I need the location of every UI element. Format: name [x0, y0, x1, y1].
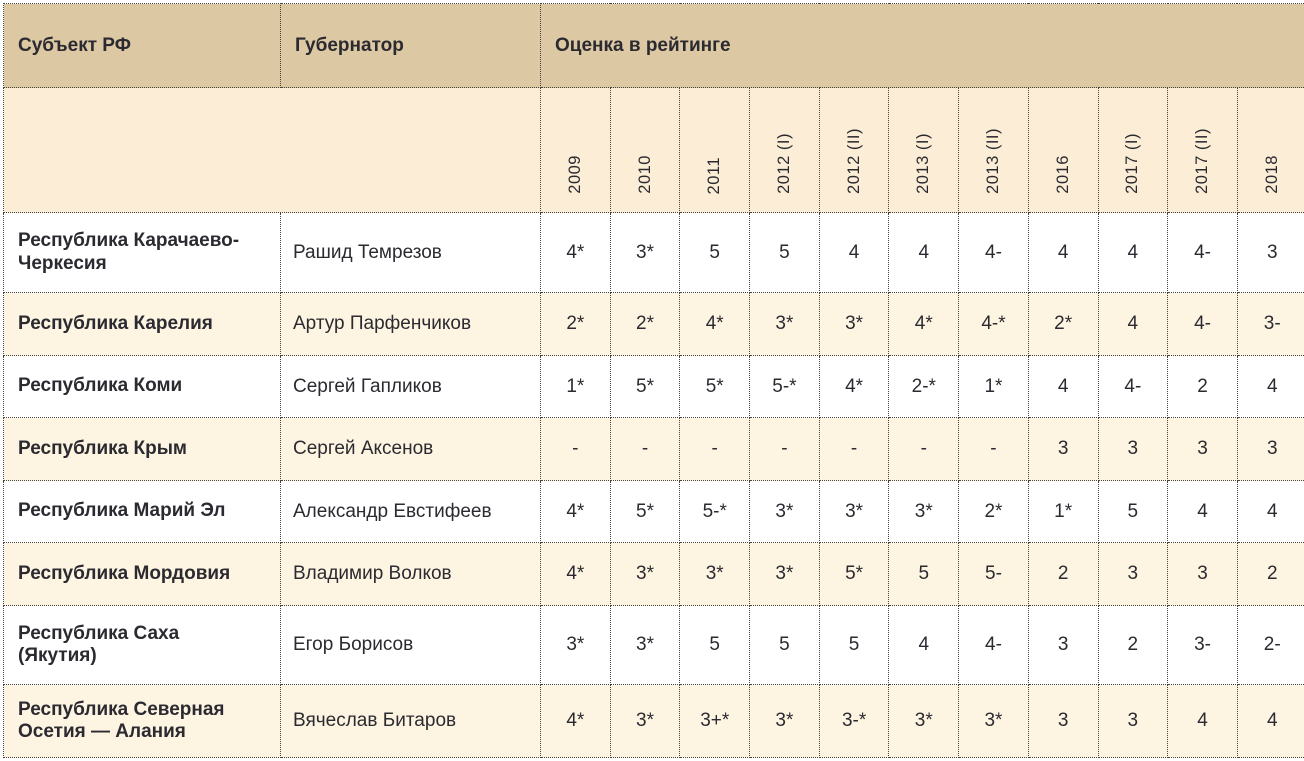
- subject-cell: [4, 606, 281, 685]
- year-header-cell: [1028, 88, 1098, 213]
- rating-cell: 5*: [610, 356, 680, 418]
- year-label: 2012 (II): [844, 128, 863, 194]
- rating-cell: 3: [1168, 543, 1238, 606]
- rating-cell: 4*: [680, 293, 750, 356]
- year-label: 2009: [565, 155, 584, 194]
- rating-cell: 4-: [1168, 293, 1238, 356]
- rating-cell: 3*: [750, 543, 820, 606]
- rating-cell: 4-: [1168, 213, 1238, 293]
- governor-cell: Сергей Гапликов: [281, 356, 541, 418]
- rating-cell: 4: [819, 213, 889, 293]
- rating-cell: 4*: [889, 293, 959, 356]
- table-row: [4, 356, 1304, 418]
- rating-cell: 3*: [680, 543, 750, 606]
- rating-cell: 3*: [541, 606, 611, 685]
- rating-cell: 5: [680, 213, 750, 293]
- table-row: [4, 418, 1304, 481]
- rating-cell: 2: [1168, 356, 1238, 418]
- rating-cell: 1*: [959, 356, 1029, 418]
- rating-cell: 5: [680, 606, 750, 685]
- rating-cell: 4*: [541, 543, 611, 606]
- year-header-cell: [1098, 88, 1168, 213]
- rating-cell: 3*: [889, 685, 959, 758]
- rating-cell: 3-: [1237, 293, 1304, 356]
- rating-cell: 2*: [541, 293, 611, 356]
- rating-cell: 5-: [959, 543, 1029, 606]
- table-row: [4, 606, 1304, 685]
- rating-cell: 2: [1237, 543, 1304, 606]
- subject-name: Республика Северная Осетия — Алания: [18, 698, 225, 742]
- governor-ratings-table: [3, 3, 1304, 758]
- rating-cell: -: [959, 418, 1029, 481]
- year-header-cell: [750, 88, 820, 213]
- rating-cell: -: [819, 418, 889, 481]
- year-label: 2013 (II): [983, 128, 1002, 194]
- year-header-cell: [1168, 88, 1238, 213]
- year-header-cell: [1237, 88, 1304, 213]
- years-row: [4, 88, 1304, 213]
- rating-cell: 3*: [610, 685, 680, 758]
- rating-cell: 3*: [889, 481, 959, 543]
- subject-cell: [4, 685, 281, 758]
- rating-cell: 3: [1028, 606, 1098, 685]
- rating-cell: 4: [1028, 213, 1098, 293]
- rating-cell: 4: [1237, 356, 1304, 418]
- rating-cell: 4*: [541, 685, 611, 758]
- rating-cell: 3: [1098, 418, 1168, 481]
- governor-cell: Александр Евстифеев: [281, 481, 541, 543]
- subject-name: Республика Мордовия: [18, 562, 231, 584]
- rating-cell: -: [610, 418, 680, 481]
- rating-cell: 4: [1237, 685, 1304, 758]
- header-rating: Оценка в рейтинге: [541, 4, 1304, 88]
- rating-cell: 2-*: [889, 356, 959, 418]
- subject-name: Республика Крым: [18, 437, 187, 459]
- rating-cell: 3*: [610, 543, 680, 606]
- year-label: 2017 (I): [1123, 133, 1142, 194]
- rating-cell: 3*: [819, 293, 889, 356]
- header-governor: Губернатор: [281, 4, 541, 88]
- governor-cell: Рашид Темрезов: [281, 213, 541, 293]
- subject-cell: [4, 418, 281, 481]
- rating-cell: 4-: [959, 213, 1029, 293]
- rating-cell: 4*: [541, 481, 611, 543]
- rating-cell: 5: [750, 213, 820, 293]
- governor-cell: Егор Борисов: [281, 606, 541, 685]
- rating-cell: 5*: [819, 543, 889, 606]
- year-header-cell: [680, 88, 750, 213]
- rating-cell: 4*: [541, 213, 611, 293]
- rating-cell: 5-*: [750, 356, 820, 418]
- rating-cell: 2: [1028, 543, 1098, 606]
- rating-cell: 2*: [1028, 293, 1098, 356]
- rating-cell: 3+*: [680, 685, 750, 758]
- rating-cell: 1*: [541, 356, 611, 418]
- subject-name: Республика Карачаево-Черкесия: [18, 230, 240, 274]
- subject-cell: [4, 356, 281, 418]
- rating-cell: 3-*: [819, 685, 889, 758]
- rating-cell: 5*: [610, 481, 680, 543]
- rating-cell: 4: [1168, 481, 1238, 543]
- subject-cell: [4, 213, 281, 293]
- header-row: [4, 4, 1304, 88]
- rating-cell: 4-: [1098, 356, 1168, 418]
- year-header-cell: [610, 88, 680, 213]
- rating-cell: 3*: [610, 213, 680, 293]
- rating-cell: 3: [1237, 418, 1304, 481]
- rating-cell: 3: [1028, 418, 1098, 481]
- governor-cell: Вячеслав Битаров: [281, 685, 541, 758]
- subject-name: Республика Саха (Якутия): [18, 622, 180, 666]
- table-row: [4, 685, 1304, 758]
- rating-cell: 3: [1237, 213, 1304, 293]
- year-label: 2016: [1053, 155, 1072, 194]
- subject-name: Республика Коми: [18, 375, 183, 397]
- rating-cell: 2: [1098, 606, 1168, 685]
- table-row: [4, 213, 1304, 293]
- rating-cell: 3: [1028, 685, 1098, 758]
- rating-cell: 4-*: [959, 293, 1029, 356]
- rating-cell: 3*: [819, 481, 889, 543]
- year-label: 2018: [1262, 155, 1281, 194]
- rating-cell: 4*: [819, 356, 889, 418]
- rating-cell: 4: [1098, 293, 1168, 356]
- year-header-cell: [541, 88, 611, 213]
- rating-cell: 4: [1237, 481, 1304, 543]
- rating-cell: 4: [1028, 356, 1098, 418]
- year-label: 2012 (I): [774, 133, 793, 194]
- year-header-cell: [819, 88, 889, 213]
- governor-cell: Сергей Аксенов: [281, 418, 541, 481]
- rating-cell: 4: [1098, 213, 1168, 293]
- rating-cell: 4: [889, 213, 959, 293]
- governor-cell: Владимир Волков: [281, 543, 541, 606]
- rating-cell: 3-: [1168, 606, 1238, 685]
- year-label: 2011: [705, 156, 724, 194]
- rating-cell: 3*: [610, 606, 680, 685]
- rating-cell: 2*: [610, 293, 680, 356]
- rating-cell: 3: [1098, 543, 1168, 606]
- rating-cell: 3*: [959, 685, 1029, 758]
- governor-cell: Артур Парфенчиков: [281, 293, 541, 356]
- rating-cell: 3: [1098, 685, 1168, 758]
- rating-cell: -: [750, 418, 820, 481]
- rating-cell: 5: [889, 543, 959, 606]
- rating-cell: 3*: [750, 293, 820, 356]
- rating-cell: 5*: [680, 356, 750, 418]
- rating-cell: 4: [889, 606, 959, 685]
- year-label: 2017 (II): [1193, 128, 1212, 194]
- rating-cell: 5: [1098, 481, 1168, 543]
- rating-cell: 3: [1168, 418, 1238, 481]
- subject-cell: [4, 481, 281, 543]
- subject-name: Республика Карелия: [18, 312, 213, 334]
- header-subject: Субъект РФ: [4, 4, 281, 88]
- table-row: [4, 543, 1304, 606]
- subject-cell: [4, 543, 281, 606]
- rating-cell: 5: [750, 606, 820, 685]
- table-row: [4, 293, 1304, 356]
- subject-cell: [4, 293, 281, 356]
- rating-cell: -: [541, 418, 611, 481]
- rating-cell: 5-*: [680, 481, 750, 543]
- year-label: 2010: [635, 155, 654, 194]
- subject-name: Республика Марий Эл: [18, 500, 226, 522]
- rating-cell: 2-: [1237, 606, 1304, 685]
- rating-cell: 4-: [959, 606, 1029, 685]
- rating-cell: 5: [819, 606, 889, 685]
- rating-cell: 2*: [959, 481, 1029, 543]
- table-row: [4, 481, 1304, 543]
- rating-cell: 1*: [1028, 481, 1098, 543]
- rating-cell: 3*: [750, 481, 820, 543]
- years-row-spacer: [4, 88, 541, 213]
- rating-cell: -: [889, 418, 959, 481]
- year-header-cell: [959, 88, 1029, 213]
- rating-cell: 3*: [750, 685, 820, 758]
- year-header-cell: [889, 88, 959, 213]
- rating-cell: -: [680, 418, 750, 481]
- year-label: 2013 (I): [914, 133, 933, 194]
- rating-cell: 4: [1168, 685, 1238, 758]
